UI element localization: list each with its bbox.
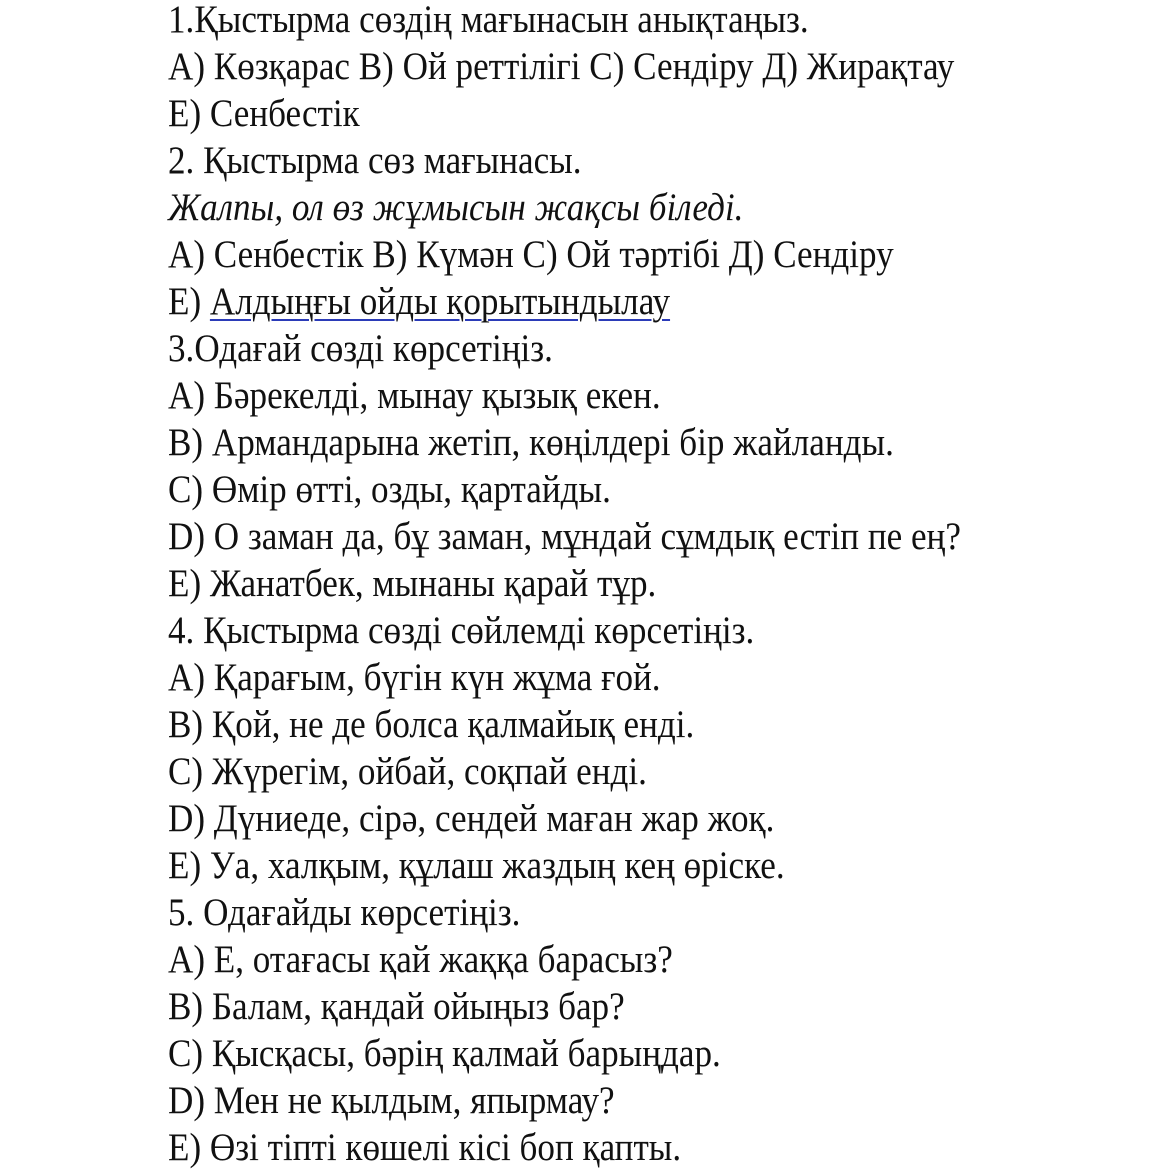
question-3-title: 3.Одағай сөзді көрсетіңіз. [168,327,553,370]
question-5-option-e: E) Өзі тіпті көшелі кісі боп қапты. [168,1126,682,1169]
question-3-option-d: D) О заман да, бұ заман, мұндай сұмдық естіп пе ең? [168,515,961,558]
question-1-title: 1.Қыстырма сөздің мағынасын анықтаңыз. [168,0,809,41]
option-e-underlined-text: Алдыңғы ойды қорытындылау [209,280,671,323]
question-5-title: 5. Одағайды көрсетіңіз. [168,891,521,934]
question-5-option-b: B) Балам, қандай ойыңыз бар? [168,985,625,1028]
question-2-title: 2. Қыстырма сөз мағынасы. [168,139,582,182]
question-3-option-a: A) Бәрекелді, мынау қызық екен. [168,374,661,417]
question-4-title: 4. Қыстырма сөзді сөйлемді көрсетіңіз. [168,609,755,652]
question-2-example: Жалпы, ол өз жұмысын жақсы біледі. [168,186,744,229]
question-5-option-c: C) Қысқасы, бәрің қалмай барыңдар. [168,1032,721,1075]
question-3-option-b: B) Армандарына жетіп, көңілдері бір жайланды. [168,421,894,464]
question-4-option-a: A) Қарағым, бүгін күн жұма ғой. [168,656,661,699]
question-2-options: A) Сенбестік B) Күмән C) Ой тәртібі Д) Сендіру [168,233,894,276]
question-4-option-b: B) Қой, не де болса қалмайық енді. [168,703,695,746]
option-e-prefix: E) [168,280,210,323]
question-5-option-a: A) Е, отағасы қай жаққа барасыз? [168,938,673,981]
document [168,0,1049,1171]
question-3-option-e: E) Жанатбек, мынаны қарай тұр. [168,562,657,605]
question-1-options: A) Көзқарас B) Ой реттілігі C) Сендіру Д) Жирақтау [168,45,955,88]
question-4-option-e: E) Уа, халқым, құлаш жаздың кең өріске. [168,844,785,887]
question-5-option-d: D) Мен не қылдым, япырмау? [168,1079,615,1122]
question-2-option-e [168,278,961,325]
question-4-option-d: D) Дүниеде, сірә, сендей маған жар жоқ. [168,797,775,840]
question-4-option-c: C) Жүрегім, ойбай, соқпай енді. [168,750,647,793]
question-1-option-e: E) Сенбестік [168,92,360,135]
question-3-option-c: C) Өмір өтті, озды, қартайды. [168,468,611,511]
